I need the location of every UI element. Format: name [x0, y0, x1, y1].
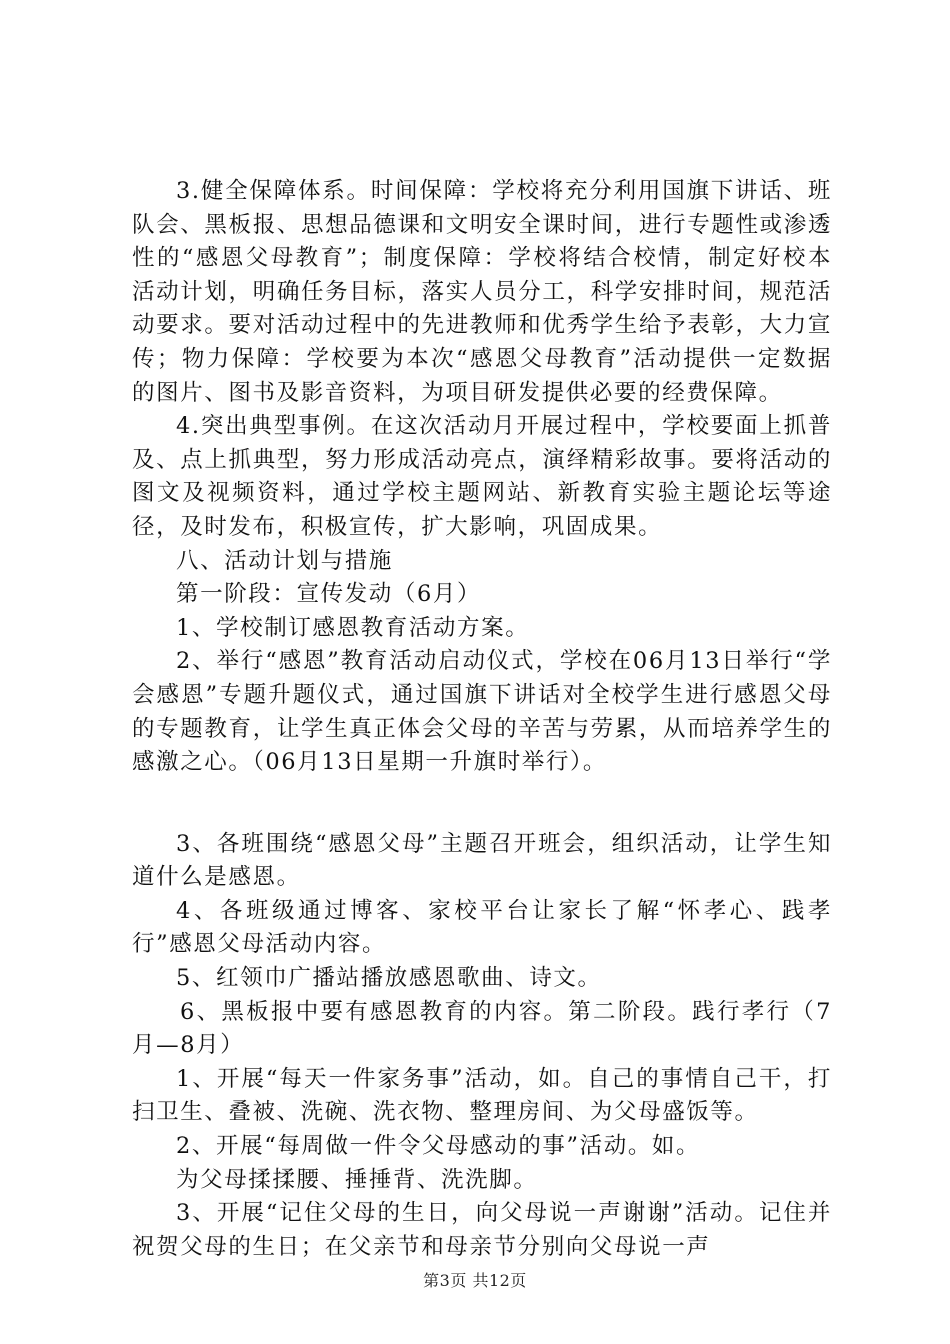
list-item-stage2-2: 2、开展“每周做一件令父母感动的事”活动。如。 — [176, 1133, 701, 1160]
paragraph-guarantee-system: 3.健全保障体系。时间保障：学校将充分利用国旗下讲话、班队会、黑板报、思想品德课和文明安全课时间，进行专题性或渗透性的“感恩父母教育”；制度保障：学校将结合校情，制定好校本活动计划，明确任务目标，落实人员分工，科学安排时间，规范活动要求。要对活动过程中的先进教师和优秀学生给予表彰，大力宣传；物力保障：学校要为本次“感恩父母教育”活动提供一定数据的图片、图书及影音资料，为项目研发提供必要的经费保障。 — [132, 178, 832, 406]
list-item-stage2-1: 1、开展“每天一件家务事”活动，如。自己的事情自己干，打扫卫生、叠被、洗碗、洗衣物、整理房间、为父母盛饭等。 — [132, 1065, 832, 1126]
page-number-footer: 第3页 共12页 — [423, 1271, 527, 1290]
list-item-stage1-4: 4、各班级通过博客、家校平台让家长了解“怀孝心、践孝行”感恩父母活动内容。 — [132, 897, 832, 958]
list-item-stage1-2: 2、举行“感恩”教育活动启动仪式，学校在06月13日举行“学会感恩”专题升题仪式，通过国旗下讲话对全校学生进行感恩父母的专题教育，让学生真正体会父母的辛苦与劳累，从而培养学生的感激之心。（06月13日星期一升旗时举行）。 — [132, 648, 832, 776]
list-item-stage1-6: 6、黑板报中要有感恩教育的内容。第二阶段。践行孝行（7月—8月） — [132, 998, 832, 1059]
paragraph-typical-examples: 4.突出典型事例。在这次活动月开展过程中，学校要面上抓普及、点上抓典型，努力形成活动亮点，演绎精彩故事。要将活动的图文及视频资料，通过学校主题网站、新教育实验主题论坛等途径，及时发布，积极宣传，扩大影响，巩固成果。 — [132, 413, 832, 540]
list-item-stage2-3: 3、开展“记住父母的生日，向父母说一声谢谢”活动。记住并祝贺父母的生日；在父亲节和母亲节分别向父母说一声 — [132, 1200, 832, 1260]
stage-heading-stage-one: 第一阶段：宣传发动（6月） — [176, 581, 482, 608]
document-body — [132, 175, 832, 1264]
list-item-stage2-2-continued: 为父母揉揉腰、捶捶背、洗洗脚。 — [176, 1166, 538, 1193]
list-item-stage1-5: 5、红领巾广播站播放感恩歌曲、诗文。 — [176, 965, 602, 992]
list-item-stage1-1: 1、学校制订感恩教育活动方案。 — [176, 614, 530, 641]
list-item-stage1-3: 3、各班围绕“感恩父母”主题召开班会，组织活动，让学生知道什么是感恩。 — [132, 830, 832, 891]
section-heading-activity-plan: 八、活动计划与措施 — [176, 547, 393, 574]
